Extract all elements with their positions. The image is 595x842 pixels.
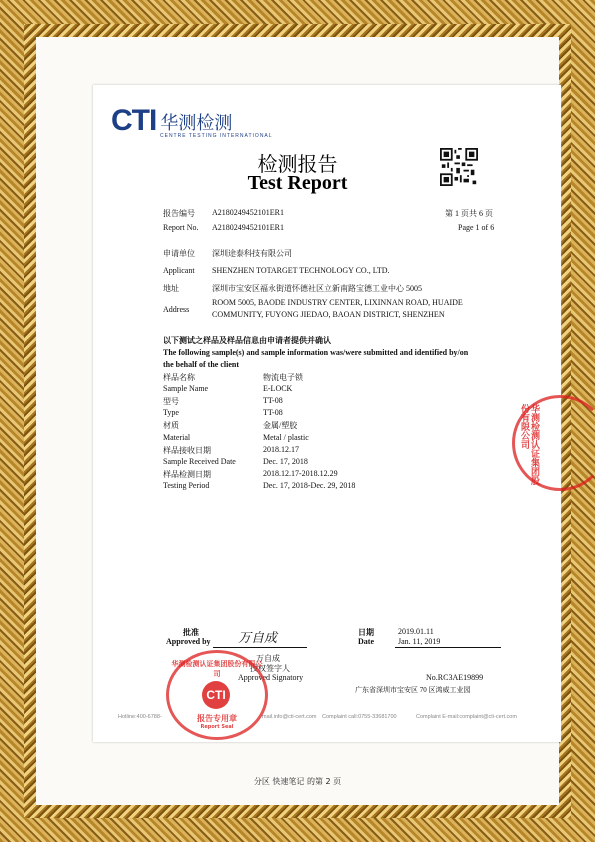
report-no-label-cn: 报告编号 [163, 209, 195, 218]
sample-name-label-en: Sample Name [163, 384, 209, 393]
received-date-label-en: Sample Received Date [163, 457, 236, 466]
material-value-cn: 金属/塑胶 [263, 421, 298, 430]
partial-edge-seal [512, 395, 595, 491]
page-caption: 分区 快速笔记 的第 2 页 [253, 777, 342, 786]
address-value-en-line2: COMMUNITY, FUYONG JIEDAO, BAOAN DISTRICT, SHENZHEN [212, 310, 445, 319]
testing-period-label-en: Testing Period [163, 481, 210, 490]
address-label-en: Address [163, 305, 190, 314]
title-chinese: 检测报告 [257, 152, 338, 176]
applicant-name-en: SHENZHEN TOTARGET TECHNOLOGY CO., LTD. [212, 266, 390, 275]
cti-logo [111, 106, 232, 136]
seal-logo: CTI [202, 681, 230, 709]
date-label-en: Date [358, 637, 374, 646]
received-date-label-cn: 样品接收日期 [163, 446, 211, 455]
type-label-en: Type [163, 408, 179, 417]
logo-subtitle: CENTRE TESTING INTERNATIONAL [160, 133, 273, 139]
footer-email: mail.info@cti-cert.com [262, 714, 317, 720]
material-label-cn: 材质 [163, 421, 179, 430]
logo-chinese: 华测检测 [160, 113, 233, 134]
qr-code-icon [440, 148, 478, 186]
approved-label-cn: 批准 [183, 628, 199, 637]
footer-complaint-email: Complaint E-mail:complaint@cti-cert.com [416, 714, 517, 720]
address-label-cn: 地址 [163, 284, 179, 293]
date-label-cn: 日期 [358, 628, 374, 637]
type-value-cn: TT-08 [263, 396, 283, 405]
signer-name: 万自成 [256, 654, 280, 663]
signatory-title-en: Approved Signatory [238, 673, 304, 682]
approval-date-en: Jan. 11, 2019 [398, 637, 441, 646]
approved-label-en: Approved by [166, 637, 211, 646]
address-value-en-line1: ROOM 5005, BAODE INDUSTRY CENTER, LIXINNAN ROAD, HUAIDE [212, 298, 463, 307]
seal-arc-text: 华测检测认证集团股份有限公司 [171, 660, 263, 678]
sample-name-value-cn: 物流电子锁 [263, 373, 303, 382]
material-value-en: Metal / plastic [263, 433, 309, 442]
sample-name-value-en: E-LOCK [263, 384, 293, 393]
title-english: Test Report [247, 172, 348, 194]
report-no-value-en: A2180249452101ER1 [212, 223, 284, 232]
page-count-en: Page 1 of 6 [458, 223, 495, 232]
certificate-number: No.RC3AE19899 [426, 673, 484, 682]
report-no-label-en: Report No. [163, 223, 199, 232]
type-value-en: TT-08 [263, 408, 283, 417]
received-date-value-cn: 2018.12.17 [263, 445, 299, 454]
statement-en-line2: the behalf of the client [163, 360, 239, 369]
handwritten-signature: 万自成 [238, 631, 278, 646]
logo-brand: CTI [111, 104, 157, 137]
testing-period-value-en: Dec. 17, 2018-Dec. 29, 2018 [263, 481, 356, 490]
seal-bottom-cn: 报告专用章 [197, 714, 237, 723]
testing-period-value-cn: 2018.12.17-2018.12.29 [263, 469, 338, 478]
report-seal [166, 650, 268, 740]
testing-period-label-cn: 样品检测日期 [163, 470, 211, 479]
signature-line [213, 647, 307, 648]
received-date-value-en: Dec. 17, 2018 [263, 457, 308, 466]
date-line [395, 647, 501, 648]
signatory-title-cn: 授权签字人 [250, 664, 290, 673]
footer-complaint-call: Complaint call:0755-33681700 [322, 714, 397, 720]
page-count-cn: 第 1 页共 6 页 [445, 209, 493, 218]
footer-hotline: Hotline:400-6788- [118, 714, 162, 720]
applicant-label-en: Applicant [163, 266, 195, 275]
approval-date-cn: 2019.01.11 [398, 627, 434, 636]
sample-name-label-cn: 样品名称 [163, 373, 195, 382]
applicant-label-cn: 申请单位 [163, 249, 195, 258]
applicant-name-cn: 深圳途泰科技有限公司 [212, 249, 292, 258]
address-value-cn: 深圳市宝安区福永街道怀德社区立新南路宝德工业中心 5005 [212, 284, 422, 293]
report-no-value-cn: A2180249452101ER1 [212, 208, 284, 217]
seal-bottom-en: Report Seal [200, 724, 234, 730]
edge-seal-text: 华测检测认证集团股份有限公司 [519, 404, 539, 485]
type-label-cn: 型号 [163, 397, 179, 406]
material-label-en: Material [163, 433, 191, 442]
statement-en-line1: The following sample(s) and sample information was/were submitted and identified by/on [163, 348, 469, 357]
certificate-address: 广东省深圳市宝安区 70 区鸿威工业园 [355, 686, 471, 694]
statement-cn: 以下测试之样品及样品信息由申请者提供并确认 [163, 336, 331, 345]
